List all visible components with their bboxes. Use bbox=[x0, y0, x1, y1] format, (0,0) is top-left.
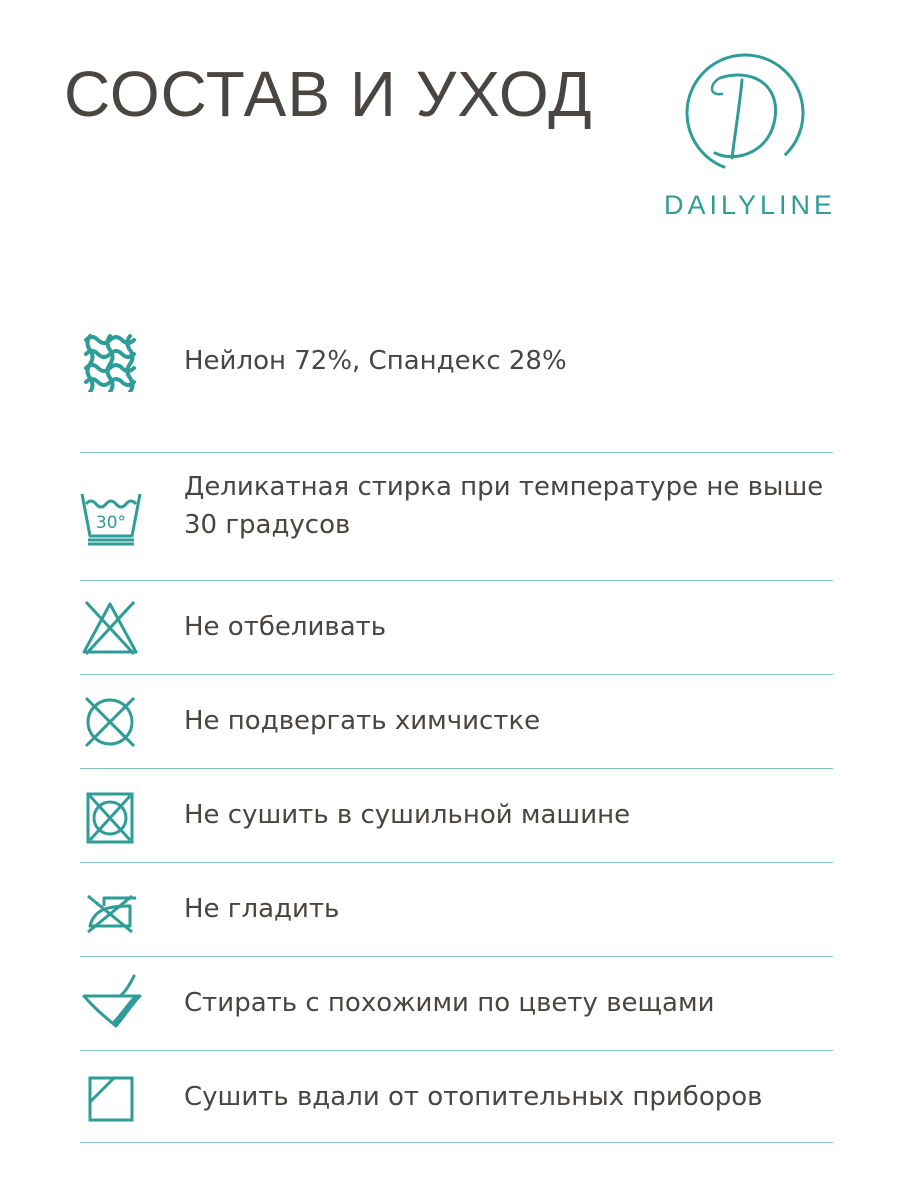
fabric-weave-icon bbox=[80, 332, 140, 392]
care-item-label: Нейлон 72%, Спандекс 28% bbox=[184, 346, 567, 376]
care-item-iron bbox=[80, 862, 833, 957]
care-item-label: Сушить вдали от отопительных приборов bbox=[184, 1082, 763, 1112]
care-item-tumble-dry bbox=[80, 768, 833, 863]
brand-name: DAILYLINE bbox=[663, 190, 837, 220]
no-tumble-dry-icon bbox=[80, 790, 140, 850]
care-item-dry-away-heat bbox=[80, 1050, 833, 1143]
wash-temperature: 30° bbox=[95, 513, 127, 533]
wash-similar-colors-icon bbox=[80, 974, 140, 1034]
brand-logo bbox=[640, 40, 850, 230]
care-item-label: Не сушить в сушильной машине bbox=[184, 800, 631, 830]
care-item-label: Деликатная стирка при температуре не выше 30 градусов bbox=[184, 472, 824, 540]
care-item-bleach bbox=[80, 580, 833, 675]
dry-away-from-heat-icon bbox=[80, 1074, 140, 1134]
brand-monogram-icon bbox=[680, 48, 810, 188]
wash-30-icon bbox=[80, 486, 140, 546]
care-item-label: Не отбеливать bbox=[184, 612, 387, 642]
care-item-label: Стирать с похожими по цвету вещами bbox=[184, 988, 715, 1018]
page-title: СОСТАВ И УХОД bbox=[64, 58, 593, 130]
care-item-wash bbox=[80, 452, 833, 581]
care-item-label: Не подвергать химчистке bbox=[184, 706, 541, 736]
no-dry-clean-icon bbox=[80, 694, 140, 754]
no-bleach-icon bbox=[80, 600, 140, 660]
no-iron-icon bbox=[80, 882, 140, 942]
care-item-fabric bbox=[80, 322, 833, 453]
care-item-dry-clean bbox=[80, 674, 833, 769]
care-item-label: Не гладить bbox=[184, 894, 340, 924]
care-item-similar-colors bbox=[80, 956, 833, 1051]
